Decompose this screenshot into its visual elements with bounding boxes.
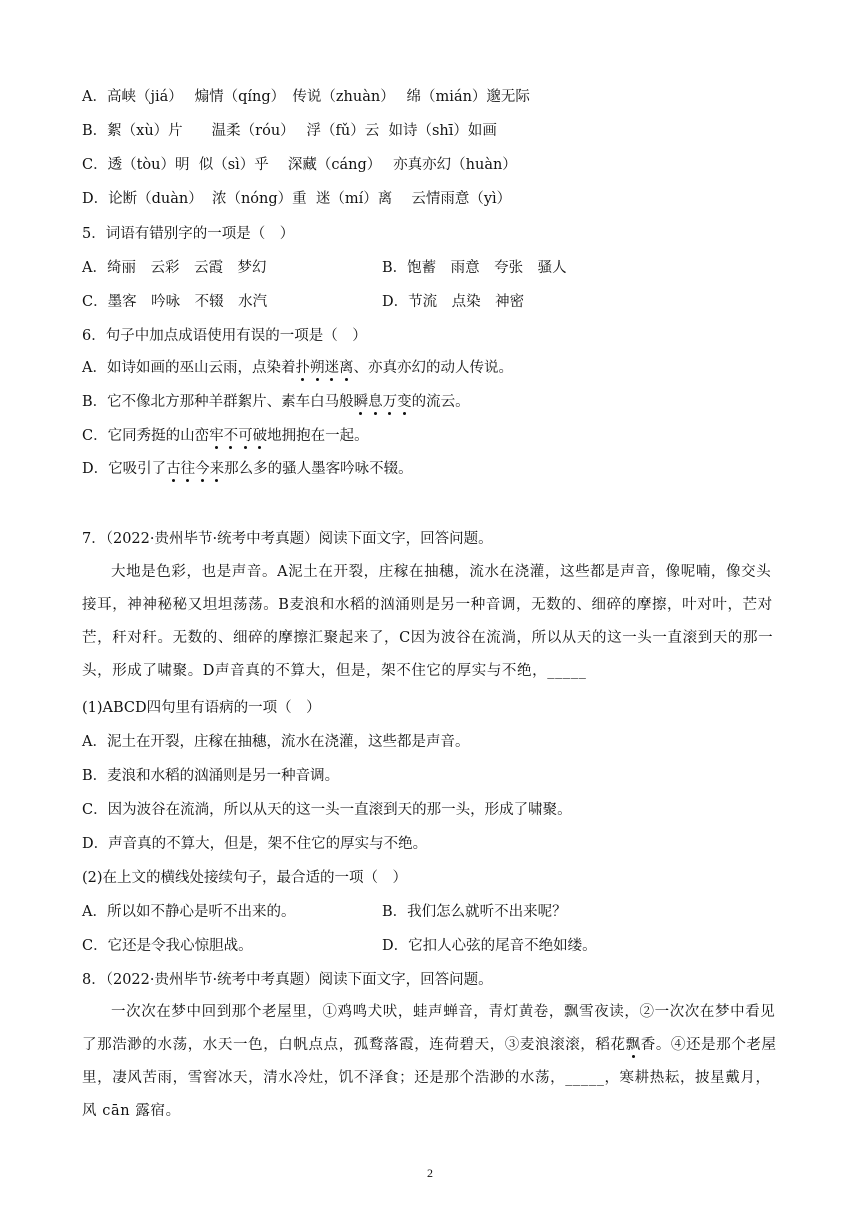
q7-passage [82, 556, 782, 688]
q6-option-b [82, 392, 470, 412]
dotted-char: 朔 [309, 360, 325, 376]
q6-a-text-end: 、亦真亦幻的动人传说。 [353, 360, 513, 376]
dotted-char: 今 [195, 461, 210, 477]
dotted-char: 不 [223, 428, 239, 444]
q8-passage [82, 996, 782, 1128]
q7-stem: 7．（2022·贵州毕节·统考中考真题）阅读下面文字，回答问题。 [82, 531, 493, 547]
q5-option-a: A．绮丽 云彩 云霞 梦幻 [82, 260, 267, 276]
dotted-char: 来 [209, 461, 225, 477]
q4-option-a: A．高峡（jiá） 煽情（qíng） 传说（zhuàn） 绵（mián）邈无际 [82, 89, 530, 105]
q4-option-d: D．论断（duàn） 浓（nóng）重 迷（mí）离 云情雨意（yì） [82, 191, 512, 207]
q5-option-c: C．墨客 吟咏 不辍 水汽 [82, 294, 268, 310]
q7-sub2-option-d: D．它扣人心弦的尾音不绝如缕。 [382, 938, 597, 954]
q7-sub1-option-c: C．因为波谷在流淌，所以从天的这一头一直滚到天的那一头，形成了啸聚。 [82, 802, 572, 818]
dotted-char: 古 [166, 461, 181, 477]
q7-sub1-option-d: D．声音真的不算大，但是，架不住它的厚实与不绝。 [82, 836, 428, 852]
q8-stem: 8．（2022·贵州毕节·统考中考真题）阅读下面文字，回答问题。 [82, 972, 493, 988]
q5-option-b: B．饱蓄 雨意 夸张 骚人 [382, 260, 567, 276]
dotted-char: 瞬 [353, 394, 369, 410]
dotted-char: 万 [382, 394, 398, 410]
dotted-char: 往 [180, 461, 196, 477]
dotted-char: 离 [338, 360, 354, 376]
dotted-char: 破 [252, 428, 268, 444]
q6-b-text: B．它不像北方那种羊群絮片、素车白马般 [82, 394, 354, 410]
q8-passage-start: 一次次在梦中回到那个老屋里，①鸡鸣犬吠，蛙声蝉音，青灯黄卷，飘雪夜读，②一次次在梦中看见了那浩渺的水荡，水天一色，白帆点点，孤鹜落霞，连荷碧天，③麦浪滚滚，稻花 [82, 1004, 776, 1053]
dotted-char: 扑 [295, 360, 310, 376]
q7-sub1-option-b: B．麦浪和水稻的汹涌则是另一种音调。 [82, 768, 340, 784]
q6-c-text: C．它同秀挺的山峦 [82, 428, 210, 444]
q6-option-a [82, 358, 513, 378]
q4-option-b: B．絮（xù）片 温柔（róu） 浮（fǔ）云 如诗（shī）如画 [82, 123, 497, 139]
q4-option-c: C．透（tòu）明 似（sì）乎 深藏（cáng） 亦真亦幻（huàn） [82, 157, 517, 173]
dotted-char: 息 [368, 394, 383, 410]
page-number: 2 [427, 1166, 433, 1180]
dotted-char: 变 [397, 394, 412, 410]
q7-sub2-option-c: C．它还是令我心惊胆战。 [82, 938, 253, 954]
q7-sub2-option-a: A．所以如不静心是听不出来的。 [82, 904, 296, 920]
dotted-char: 迷 [324, 360, 339, 376]
q8-passage-text [82, 996, 782, 1128]
q6-option-c [82, 426, 369, 446]
q7-passage-text: 大地是色彩，也是声音。A泥土在开裂，庄稼在抽穗，流水在浇灌，这些都是声音，像呢喃，像交头接耳，神神秘秘又坦坦荡荡。B麦浪和水稻的汹涌则是另一种音调，无数的、细碎的摩擦，叶对叶，芒对芒，秆对秆。无数的、细碎的摩擦汇聚起来了，C因为波谷在流淌，所以从天的这一头一直滚到天的那一头，形成了啸聚。D声音真的不算大，但是，架不住它的厚实与不绝，_____ [82, 564, 774, 679]
q7-sub2-option-b: B．我们怎么就听不出来呢？ [382, 904, 567, 920]
q7-sub1-option-a: A．泥土在开裂，庄稼在抽穗，流水在浇灌，这些都是声音。 [82, 734, 470, 750]
q6-option-d [82, 459, 413, 479]
q8-passage-end: 香。④还是那个老屋里，凄风苦雨，雪窖冰天，清水冷灶，饥不泽食；还是那个浩渺的水荡，_____，寒耕热耘，披星戴月，风 cān 露宿。 [82, 1037, 777, 1119]
dotted-char: 飘 [625, 1037, 641, 1053]
dotted-char: 可 [238, 428, 253, 444]
q5-stem: 5．词语有错别字的一项是（ ） [82, 226, 295, 242]
q6-a-text: A．如诗如画的巫山云雨，点染着 [82, 360, 296, 376]
q7-sub1-stem: (1)ABCD四句里有语病的一项（ ） [82, 700, 321, 716]
q6-d-text: D．它吸引了 [82, 461, 167, 477]
q7-sub2-stem: (2)在上文的横线处接续句子，最合适的一项（ ） [82, 870, 408, 886]
q6-b-text-end: 的流云。 [411, 394, 470, 410]
q5-option-d: D．节流 点染 神密 [382, 294, 525, 310]
q6-d-text-end: 那么多的骚人墨客吟咏不辍。 [224, 461, 413, 477]
q6-stem: 6．句子中加点成语使用有误的一项是（ ） [82, 328, 367, 344]
q6-c-text-end: 地拥抱在一起。 [267, 428, 369, 444]
dotted-char: 牢 [209, 428, 224, 444]
